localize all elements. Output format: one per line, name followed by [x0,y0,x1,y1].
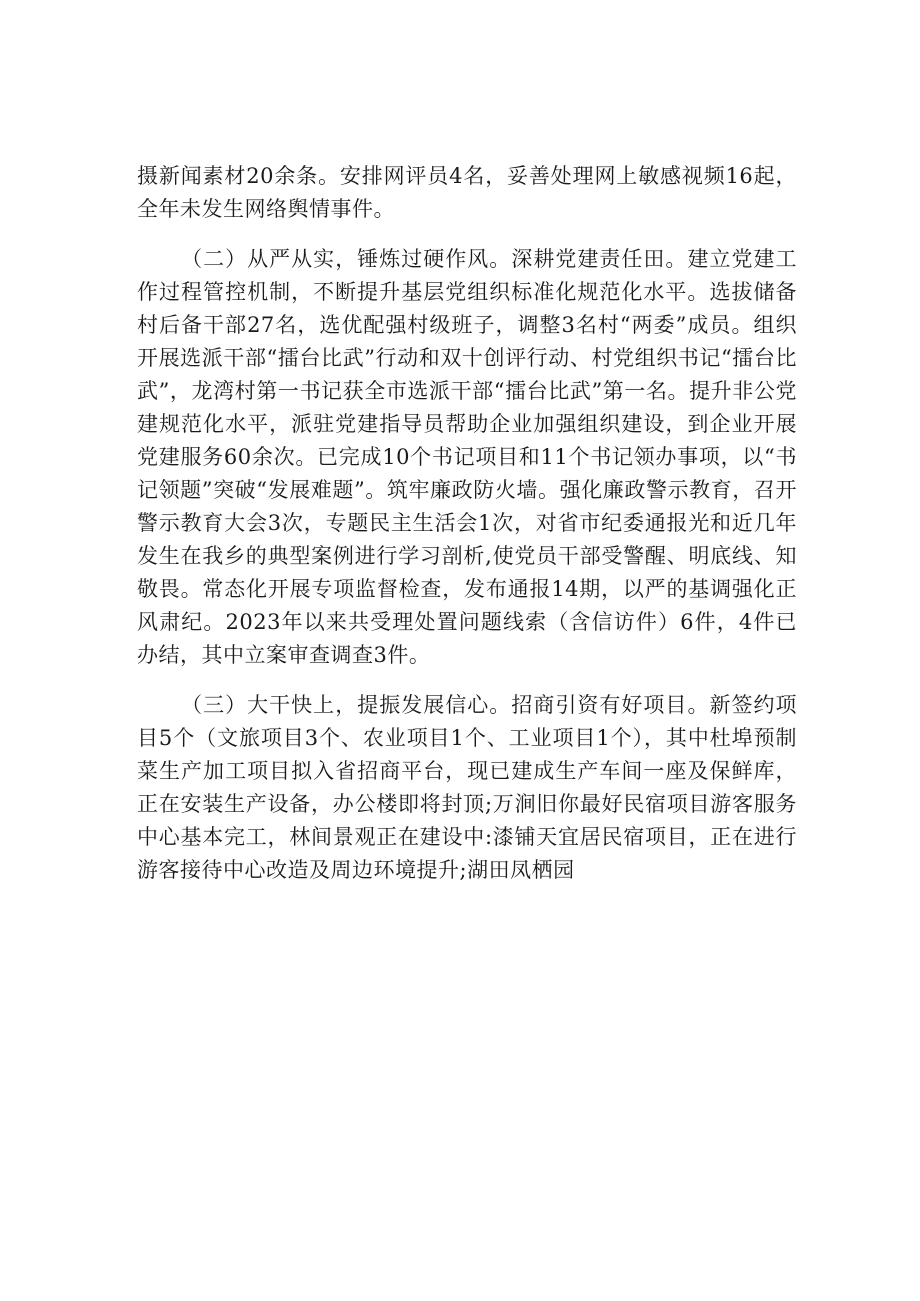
paragraph-section-two: （二）从严从实，锤炼过硬作风。深耕党建责任田。建立党建工作过程管控机制，不断提升基层党组织标准化规范化水平。选拔储备村后备干部27名，选优配强村级班子，调整3名村“两委”成员。组织开展选派干部“擂台比武”行动和双十创评行动、村党组织书记“擂台比武”，龙湾村第一书记获全市选派干部“擂台比武”第一名。提升非公党建规范化水平，派驻党建指导员帮助企业加强组织建设，到企业开展党建服务60余次。已完成10个书记项目和11个书记领办事项，以“书记领题”突破“发展难题”。筑牢廉政防火墙。强化廉政警示教育，召开警示教育大会3次，专题民主生活会1次，对省市纪委通报光和近几年发生在我乡的典型案例进行学习剖析,使党员干部受警醒、明底线、知敬畏。常态化开展专项监督检查，发布通报14期，以严的基调强化正风肃纪。2023年以来共受理处置问题线索（含信访件）6件，4件已办结，其中立案审查调查3件。 [137,247,797,667]
paragraph-continuation: 摄新闻素材20余条。安排网评员4名，妥善处理网上敏感视频16起，全年未发生网络舆情事件。 [137,164,797,221]
document-page [137,160,797,887]
paragraph-section-three: （三）大干快上，提振发展信心。招商引资有好项目。新签约项目5个（文旅项目3个、农业项目1个、工业项目1个），其中杜埠预制菜生产加工项目拟入省招商平台，现已建成生产车间一座及保鲜库，正在安装生产设备，办公楼即将封顶;万涧旧你最好民宿项目游客服务中心基本完工，林间景观正在建设中:漆铺天宜居民宿项目，正在进行游客接待中心改造及周边环境提升;湖田凤栖园 [137,693,797,882]
